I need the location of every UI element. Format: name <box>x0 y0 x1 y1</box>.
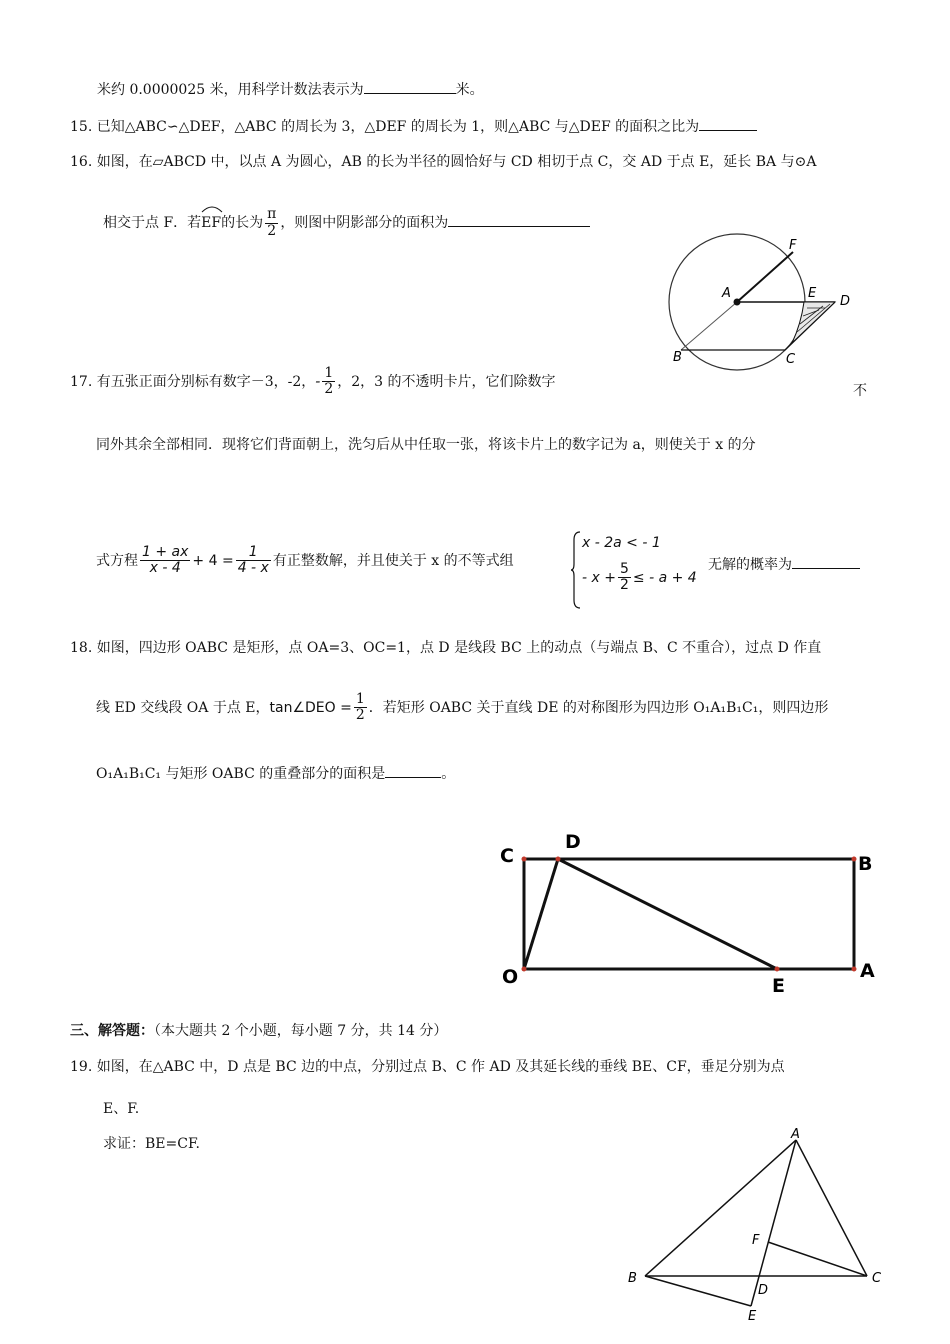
label-c: C <box>500 845 514 867</box>
point-a <box>852 967 857 972</box>
section-note: （本大题共 2 个小题，每小题 7 分，共 14 分） <box>154 1023 448 1039</box>
q19-line2: E、F. <box>103 1101 140 1117</box>
arc-ef <box>201 205 221 235</box>
q18-text: ．若矩形 OABC 关于直线 DE 的对称图形为四边形 O₁A₁B₁C₁，则四边形 <box>368 699 829 716</box>
q19-figure <box>620 1122 890 1322</box>
frac-denominator: 2 <box>324 381 334 398</box>
label-a: A <box>860 960 875 982</box>
segment-ab <box>645 1140 796 1276</box>
frac-denominator: 4 - x <box>237 560 269 577</box>
q17-text: 有五张正面分别标有数字－3，-2， <box>96 373 316 390</box>
q14-tail <box>97 79 484 99</box>
q16-text: 相交于点 F．若 <box>103 215 202 231</box>
q14-text: 米约 0.0000025 米，用科学计数法表示为 <box>97 82 364 98</box>
q17-text: 有正整数解，并且使关于 x 的不等式组 <box>272 552 514 569</box>
frac-numerator: π <box>267 206 277 223</box>
point-e <box>775 967 780 972</box>
equation-left-fraction <box>140 545 190 577</box>
fraction-one-half <box>354 692 367 724</box>
point-b <box>852 857 857 862</box>
frac-numerator: 1 + ax <box>142 544 189 560</box>
rectangle-oabc <box>524 859 854 969</box>
frac-denominator: x - 4 <box>149 560 181 577</box>
q18-line1: 如图，四边形 OABC 是矩形，点 OA=3、OC=1，点 D 是线段 BC 上的动点（与端点 B、C 不重合），过点 D 作直 <box>96 640 822 656</box>
answer-blank <box>364 79 456 94</box>
label-a: A <box>791 1127 800 1142</box>
label-d: D <box>565 831 581 853</box>
center-point <box>734 299 741 306</box>
label-b: B <box>628 1271 637 1286</box>
point-o <box>522 967 527 972</box>
segment-af <box>737 252 793 302</box>
question-number: 17. <box>70 373 93 390</box>
q17-text: 式方程 <box>96 552 138 569</box>
label-e: E <box>808 286 817 301</box>
question-17-line3 <box>96 545 514 577</box>
arc-mark-icon <box>201 205 223 213</box>
ineq-part: - x + <box>582 569 616 586</box>
frac-numerator: 5 <box>619 561 629 577</box>
label-c: C <box>786 352 796 367</box>
q17-text: 无解的概率为 <box>708 557 792 573</box>
q17-line2: 同外其余全部相同．现将它们背面朝上，洗匀后从中任取一张，将该卡片上的数字记为 a，则使关于 x 的分 <box>96 437 756 453</box>
frac-numerator: 1 <box>355 691 365 707</box>
q16-line1: 如图，在▱ABCD 中，以点 A 为圆心，AB 的长为半径的圆恰好与 CD 相切于点 C，交 AD 于点 E，延长 BA 与⊙A <box>96 154 817 170</box>
q14-unit: 米。 <box>455 82 484 98</box>
question-18-line3 <box>96 763 455 783</box>
q17-line3-end <box>708 554 860 574</box>
frac-denominator: 2 <box>355 707 365 724</box>
answer-blank <box>385 763 441 778</box>
segment-ab <box>681 302 737 350</box>
answer-blank <box>699 116 757 131</box>
label-d: D <box>840 294 851 309</box>
question-18-line1 <box>70 637 821 657</box>
frac-denominator: 2 <box>619 577 629 594</box>
question-16-line2 <box>103 205 590 239</box>
frac-numerator: 1 <box>236 545 271 561</box>
label-f: F <box>752 1233 760 1248</box>
label-a: A <box>722 286 731 301</box>
question-16-line1 <box>70 151 816 171</box>
label-b: B <box>858 853 873 875</box>
q16-text: 的长为 <box>221 215 264 231</box>
question-number: 16. <box>70 154 93 170</box>
inequality-1: x - 2a < - 1 <box>582 535 661 551</box>
q18-text: O₁A₁B₁C₁ 与矩形 OABC 的重叠部分的面积是 <box>96 766 386 782</box>
label-d: D <box>758 1283 769 1298</box>
label-o: O <box>502 966 519 988</box>
q17-text: ，2，3 的不透明卡片，它们除数字 <box>337 373 556 390</box>
fraction-five-halves <box>618 562 631 594</box>
section-title: 三、解答题： <box>70 1023 154 1039</box>
q16-figure <box>655 228 870 373</box>
segment-be <box>645 1276 751 1306</box>
label-f: F <box>789 238 797 253</box>
equation-operator: + 4 = <box>192 552 234 569</box>
q18-text: 线 ED 交线段 OA 于点 E， <box>96 699 270 716</box>
question-18-line2 <box>96 692 828 724</box>
minus-sign: - <box>315 373 321 390</box>
question-number: 18. <box>70 640 93 656</box>
answer-blank <box>448 212 590 227</box>
section-3-heading <box>70 1020 447 1040</box>
frac-numerator: 1 <box>324 365 334 381</box>
q17-text-end: 不 <box>853 383 867 399</box>
label-e: E <box>772 975 785 997</box>
arc-label: EF <box>201 215 222 231</box>
label-e: E <box>748 1309 757 1322</box>
tan-expression: tan∠DEO = <box>269 699 352 716</box>
question-number: 19. <box>70 1059 93 1075</box>
equation-right-fraction <box>236 545 271 577</box>
point-d <box>556 857 561 862</box>
frac-denominator: 2 <box>267 222 277 239</box>
question-19-line1 <box>70 1056 785 1076</box>
q18-text: 。 <box>441 766 456 782</box>
fraction-one-half <box>322 366 335 398</box>
question-number: 15. <box>70 119 93 135</box>
q16-text: ，则图中阴影部分的面积为 <box>280 215 449 231</box>
inequality-2 <box>582 562 697 594</box>
fraction-pi-over-2 <box>265 207 278 239</box>
q19-line3: 求证：BE=CF. <box>103 1136 200 1152</box>
q15-text: 已知△ABC∽△DEF，△ABC 的周长为 3，△DEF 的周长为 1，则△ABC 与△DEF 的面积之比为 <box>96 119 700 135</box>
label-c: C <box>872 1271 882 1286</box>
q19-line1: 如图，在△ABC 中，D 点是 BC 边的中点，分别过点 B、C 作 AD 及其延长线的垂线 BE、CF，垂足分别为点 <box>96 1059 785 1075</box>
point-c <box>522 857 527 862</box>
q18-figure <box>495 826 890 998</box>
left-brace-icon <box>570 530 582 610</box>
segment-ae <box>751 1140 796 1306</box>
segment-od <box>524 859 558 969</box>
question-15 <box>70 116 757 136</box>
ineq-part: ≤ - a + 4 <box>632 569 697 586</box>
label-b: B <box>673 350 682 365</box>
answer-blank <box>792 554 860 569</box>
question-17-line1 <box>70 366 556 398</box>
segment-de <box>558 859 777 969</box>
